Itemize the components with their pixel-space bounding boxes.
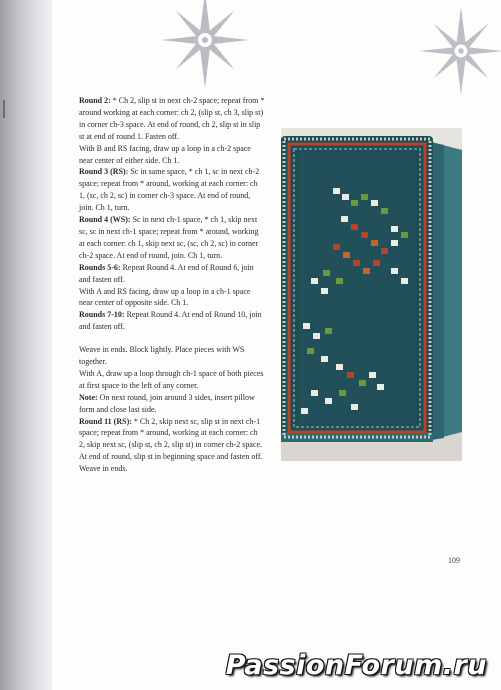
spine-mark: [3, 100, 5, 118]
instruction-text: Repeat Round 4. At end of Round 6, join and fasten off.: [79, 262, 254, 284]
watermark-text: PassionForum.ru: [225, 650, 487, 681]
instruction-text: Sc in same space, * ch 1, sc in next ch-2 space; repeat from * around, working at each corner: ch 1, (sc, ch 2, sc) in corner ch-3 space. At end of round, join. Ch 1, turn.: [79, 167, 260, 213]
round-label: Round 4 (WS):: [79, 215, 131, 225]
instruction-text: Sc in next ch-1 space, * ch 1, skip next sc, sc in next ch-1 space; repeat from * around, working at each corner: ch 1, skip next sc, (sc, ch 2, sc) in corner ch-2 space. At end of round, join. Ch 1, turn.: [79, 215, 259, 260]
instruction-text: * Ch 2, skip next sc, slip st in next ch-1 space; repeat from * around, working at each corner: ch 2, skip next sc, (slip st, ch 2, slip st) in corner ch-2 space. At end of round, slip st in beginning space and fasten off. Weave in ends.: [79, 416, 263, 474]
instruction-text: With A and RS facing, draw up a loop in a ch-1 space near center of opposite side. Ch 1.: [79, 286, 251, 308]
instruction-text: With B and RS facing, draw up a loop in a ch-2 space near center of either side. Ch 1.: [79, 143, 251, 165]
instruction-paragraph: [79, 344, 265, 368]
instruction-text: Weave in ends. Block lightly. Place pieces with WS together.: [79, 345, 245, 367]
instruction-paragraph: [79, 95, 265, 143]
round-label: Note:: [79, 392, 98, 402]
instruction-text: On next round, join around 3 sides, insert pillow form and close last side.: [79, 392, 255, 414]
instruction-paragraph: [79, 309, 265, 333]
instruction-text: With A, draw up a loop through ch-1 space of both pieces at first space to the left of any corner.: [79, 368, 264, 390]
instruction-paragraph: [79, 368, 265, 392]
paragraph-gap: [79, 333, 265, 344]
round-label: Rounds 5-6:: [79, 262, 121, 272]
round-label: Round 3 (RS):: [79, 167, 129, 177]
round-label: Round 2:: [79, 96, 111, 105]
instruction-text: Repeat Round 4. At end of Round 10, join and fasten off.: [79, 310, 262, 332]
instruction-paragraph: [79, 416, 265, 476]
snowflake-star-icon: [155, 0, 255, 90]
instruction-paragraph: [79, 286, 265, 310]
instruction-paragraph: [79, 262, 265, 286]
crocheted-pillow-photo: [281, 128, 462, 461]
instruction-text: * Ch 2, slip st in next ch-2 space; repeat from * around working at each corner: ch 2, (slip st, ch 3, slip st) in corner ch-3 space. At end of round, ch 2, slip st in slip st at end of round 1. Fasten off.: [79, 96, 265, 141]
page-number: 109: [448, 556, 460, 565]
instruction-paragraph: [79, 143, 265, 167]
round-label: Round 11 (RS):: [79, 416, 132, 426]
instruction-paragraph: [79, 214, 265, 262]
instruction-paragraph: [79, 392, 265, 416]
round-label: Rounds 7-10:: [79, 310, 125, 320]
instruction-paragraph: [79, 166, 265, 214]
book-spine-shadow: [0, 0, 52, 690]
snowflake-star-icon: [415, 5, 501, 97]
pattern-instructions: [79, 95, 265, 475]
